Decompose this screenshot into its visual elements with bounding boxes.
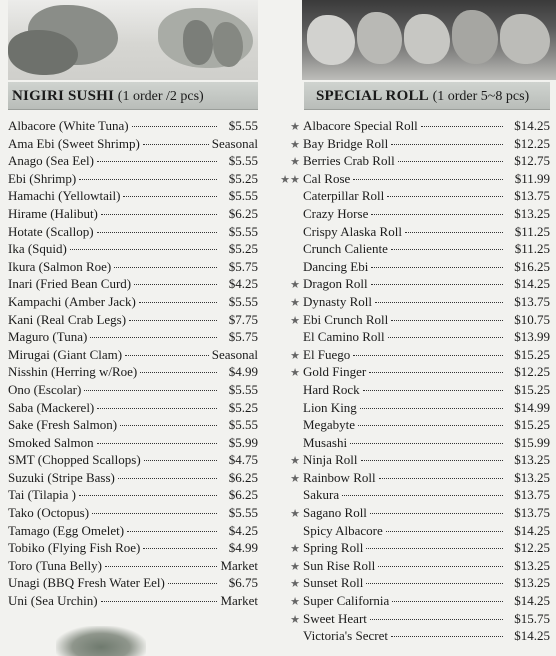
item-price: Market [220,557,258,573]
item-price: Seasonal [211,135,258,151]
item-price: $5.55 [228,293,258,309]
menu-item [8,293,258,311]
menu-item [8,486,258,504]
item-name: Crazy Horse [303,205,369,221]
item-price: $12.25 [514,540,550,556]
menu-item [8,258,258,276]
item-price: $4.99 [228,540,258,556]
menu-item [8,135,258,153]
star-icon: ★ [290,508,300,521]
menu-item [288,610,550,628]
menu-item [8,117,258,135]
item-price: $13.99 [514,329,550,345]
item-price: $12.25 [514,364,550,380]
star-icon: ★ [290,367,300,380]
dot-leader [392,601,503,602]
item-price: $5.55 [228,118,258,133]
item-price: $13.25 [514,469,550,485]
item-price: $5.25 [228,241,258,257]
dot-leader [391,320,503,321]
menu-item [8,187,258,205]
item-name: Ebi (Shrimp) [8,170,77,186]
item-name: Mirugai (Giant Clam) [8,346,123,362]
menu-item [288,627,550,645]
nigiri-title: NIGIRI SUSHI [12,88,115,104]
item-price: $13.25 [514,575,550,591]
item-name: Maguro (Tuna) [8,329,88,345]
item-price: $13.75 [514,188,550,204]
star-icon: ★★ [280,173,300,186]
nigiri-photo [8,0,258,80]
menu-item [288,293,550,311]
dot-leader [118,478,217,479]
dot-leader [70,249,217,250]
menu-item [8,504,258,522]
menu-item [288,504,550,522]
star-icon: ★ [290,349,300,362]
item-price: $7.75 [228,311,258,327]
item-name: Rainbow Roll [303,469,376,485]
item-price: $13.25 [514,557,550,573]
nigiri-list [8,117,258,610]
menu-item [288,275,550,293]
item-name: Musashi [303,434,348,450]
item-price: $14.99 [514,399,550,415]
item-name: Ikura (Salmon Roe) [8,258,112,274]
item-name: Sagano Roll [303,505,367,521]
dot-leader [388,337,503,338]
item-price: $5.55 [228,417,258,433]
dot-leader [105,566,217,567]
item-price: $4.75 [228,452,258,468]
menu-item [8,557,258,575]
item-price: $6.25 [228,469,258,485]
dot-leader [168,583,217,584]
item-price: $13.75 [514,487,550,503]
dot-leader [97,443,217,444]
dot-leader [370,513,503,514]
item-name: Dragon Roll [303,276,368,292]
item-name: Anago (Sea Eel) [8,153,94,169]
dot-leader [143,548,217,549]
star-icon: ★ [290,560,300,573]
special-roll-title: SPECIAL ROLL [316,88,429,104]
item-price: $4.99 [228,364,258,380]
nigiri-section [8,82,258,610]
item-name: Kani (Real Crab Legs) [8,311,127,327]
dot-leader [127,531,217,532]
dot-leader [361,460,503,461]
menu-item [288,187,550,205]
item-name: Sake (Fresh Salmon) [8,417,118,433]
item-name: Hotate (Scallop) [8,223,94,239]
item-price: $14.25 [514,276,550,292]
item-price: $15.75 [514,610,550,626]
item-name: Crunch Caliente [303,241,388,257]
item-name: Hirame (Halibut) [8,205,98,221]
item-price: $13.25 [514,452,550,468]
dot-leader [97,161,217,162]
item-price: $14.25 [514,593,550,609]
menu-item [288,539,550,557]
special-roll-list [280,117,550,645]
menu-item [8,539,258,557]
item-name: Sun Rise Roll [303,557,376,573]
dot-leader [421,126,503,127]
menu-item [288,381,550,399]
special-roll-photo [302,0,556,80]
menu-item [288,240,550,258]
dot-leader [360,408,503,409]
menu-item [288,469,550,487]
item-price: $16.25 [514,258,550,274]
dot-leader [363,390,503,391]
item-name: Unagi (BBQ Fresh Water Eel) [8,575,165,591]
item-price: $5.75 [228,258,258,274]
star-icon: ★ [290,578,300,591]
menu-item [8,205,258,223]
menu-item [288,416,550,434]
dot-leader [371,284,503,285]
nigiri-header [8,82,258,110]
item-name: Saba (Mackerel) [8,399,95,415]
menu-item [288,152,550,170]
item-name: Albacore (White Tuna) [8,118,129,133]
item-name: Spicy Albacore [303,522,383,538]
dot-leader [369,372,503,373]
dot-leader [366,548,503,549]
dot-leader [350,443,503,444]
menu-item [288,522,550,540]
item-price: $12.25 [514,135,550,151]
item-price: $11.25 [514,241,550,257]
menu-item [8,574,258,592]
item-name: Caterpillar Roll [303,188,385,204]
menu-item [8,223,258,241]
item-name: Hamachi (Yellowtail) [8,188,121,204]
menu-item [8,152,258,170]
item-name: Dancing Ebi [303,258,369,274]
item-name: Toro (Tuna Belly) [8,557,102,573]
menu-item [288,205,550,223]
menu-item [288,451,550,469]
menu-item [8,451,258,469]
menu-item [8,363,258,381]
item-price: $13.25 [514,205,550,221]
item-name: Kampachi (Amber Jack) [8,293,136,309]
dot-leader [120,425,217,426]
item-price: $15.25 [514,417,550,433]
item-name: Sakura [303,487,340,503]
special-roll-section [280,82,550,645]
menu-item [8,416,258,434]
item-price: $11.99 [514,170,550,186]
menu-item [8,311,258,329]
menu-item [8,469,258,487]
item-name: SMT (Chopped Scallops) [8,452,141,468]
dot-leader [371,214,503,215]
item-name: Ono (Escolar) [8,381,82,397]
item-name: Lion King [303,399,357,415]
dot-leader [132,126,217,127]
star-icon: ★ [290,121,300,133]
item-name: Uni (Sea Urchin) [8,593,98,609]
star-icon: ★ [290,472,300,485]
dot-leader [342,495,503,496]
dot-leader [101,214,217,215]
menu-item [8,381,258,399]
menu-item [288,258,550,276]
dot-leader [134,284,217,285]
star-icon: ★ [290,138,300,151]
item-price: $5.25 [228,399,258,415]
item-price: Market [220,593,258,609]
item-name: Crispy Alaska Roll [303,223,402,239]
item-price: $5.99 [228,434,258,450]
star-icon: ★ [290,455,300,468]
menu-item [8,170,258,188]
item-name: Bay Bridge Roll [303,135,389,151]
item-price: $13.75 [514,505,550,521]
item-name: Ebi Crunch Roll [303,311,389,327]
dot-leader [79,495,217,496]
item-name: Albacore Special Roll [303,118,418,133]
star-icon: ★ [290,296,300,309]
dot-leader [140,372,217,373]
item-name: Ninja Roll [303,452,358,468]
dot-leader [387,196,503,197]
special-roll-subtitle: (1 order 5~8 pcs) [432,89,530,104]
item-name: Suzuki (Stripe Bass) [8,469,115,485]
dot-leader [391,249,503,250]
star-icon: ★ [290,543,300,556]
item-price: $13.75 [514,293,550,309]
dot-leader [378,566,503,567]
item-name: Victoria's Secret [303,628,388,644]
dot-leader [371,267,503,268]
item-price: $12.75 [514,153,550,169]
item-price: $6.25 [228,487,258,503]
menu-item [288,486,550,504]
item-name: Megabyte [303,417,355,433]
menu-item [288,557,550,575]
item-price: $5.55 [228,381,258,397]
item-name: Tako (Octopus) [8,505,90,521]
dot-leader [366,583,503,584]
item-price: $5.75 [228,329,258,345]
menu-item [8,592,258,610]
item-price: $15.25 [514,381,550,397]
item-name: Dynasty Roll [303,293,372,309]
item-price: $11.25 [514,223,550,239]
item-price: $14.25 [514,522,550,538]
dot-leader [92,513,217,514]
item-name: Spring Roll [303,540,364,556]
item-price: $4.25 [228,522,258,538]
menu-item [288,434,550,452]
item-price: $14.25 [514,628,550,644]
menu-item [288,363,550,381]
item-name: Gold Finger [303,364,367,380]
dot-leader [353,355,503,356]
item-name: Tobiko (Flying Fish Roe) [8,540,141,556]
dot-leader [391,144,503,145]
item-name: Ika (Squid) [8,241,67,257]
menu-item [288,346,550,364]
garnish-photo [56,626,146,656]
menu-item [288,399,550,417]
dot-leader [84,390,217,391]
menu-item [8,522,258,540]
dot-leader [379,478,503,479]
nigiri-subtitle: (1 order /2 pcs) [117,89,204,104]
item-price: $5.55 [228,505,258,521]
item-price: $4.25 [228,276,258,292]
dot-leader [370,619,503,620]
dot-leader [358,425,503,426]
item-name: Sweet Heart [303,610,367,626]
star-icon: ★ [290,156,300,169]
item-name: El Fuego [303,346,351,362]
dot-leader [405,232,503,233]
dot-leader [129,320,217,321]
item-price: $6.25 [228,205,258,221]
dot-leader [97,232,217,233]
menu-item [288,117,550,135]
dot-leader [143,144,209,145]
menu-item [288,328,550,346]
item-price: Seasonal [211,346,258,362]
menu-item [288,311,550,329]
dot-leader [391,636,503,637]
star-icon: ★ [290,596,300,609]
menu-item [280,170,550,188]
dot-leader [375,302,503,303]
special-roll-header [304,82,550,110]
item-name: Hard Rock [303,381,360,397]
item-name: Berries Crab Roll [303,153,395,169]
star-icon: ★ [290,279,300,292]
menu-item [8,328,258,346]
item-name: Inari (Fried Bean Curd) [8,276,132,292]
dot-leader [123,196,217,197]
item-price: $5.25 [228,170,258,186]
item-name: Tai (Tilapia ) [8,487,76,503]
dot-leader [90,337,217,338]
menu-item [288,135,550,153]
item-name: Smoked Salmon [8,434,94,450]
menu-item [288,592,550,610]
item-name: Ama Ebi (Sweet Shrimp) [8,135,140,151]
dot-leader [125,355,209,356]
item-price: $6.75 [228,575,258,591]
star-icon: ★ [290,613,300,626]
dot-leader [97,408,217,409]
dot-leader [139,302,217,303]
item-price: $15.25 [514,346,550,362]
dot-leader [353,179,503,180]
dot-leader [398,161,503,162]
item-name: Sunset Roll [303,575,364,591]
star-icon: ★ [290,314,300,327]
item-name: El Camino Roll [303,329,385,345]
dot-leader [386,531,503,532]
menu-item [8,399,258,417]
item-price: $14.25 [514,118,550,133]
menu-item [288,574,550,592]
item-name: Super California [303,593,390,609]
item-name: Cal Rose [303,170,351,186]
item-price: $5.55 [228,223,258,239]
item-price: $5.55 [228,153,258,169]
menu-item [8,346,258,364]
dot-leader [101,601,217,602]
item-price: $15.99 [514,434,550,450]
item-name: Tamago (Egg Omelet) [8,522,125,538]
dot-leader [144,460,217,461]
menu-item [288,223,550,241]
dot-leader [114,267,217,268]
item-price: $5.55 [228,188,258,204]
menu-item [8,275,258,293]
item-price: $10.75 [514,311,550,327]
item-name: Nisshin (Herring w/Roe) [8,364,138,380]
menu-item [8,240,258,258]
dot-leader [79,179,217,180]
menu-item [8,434,258,452]
